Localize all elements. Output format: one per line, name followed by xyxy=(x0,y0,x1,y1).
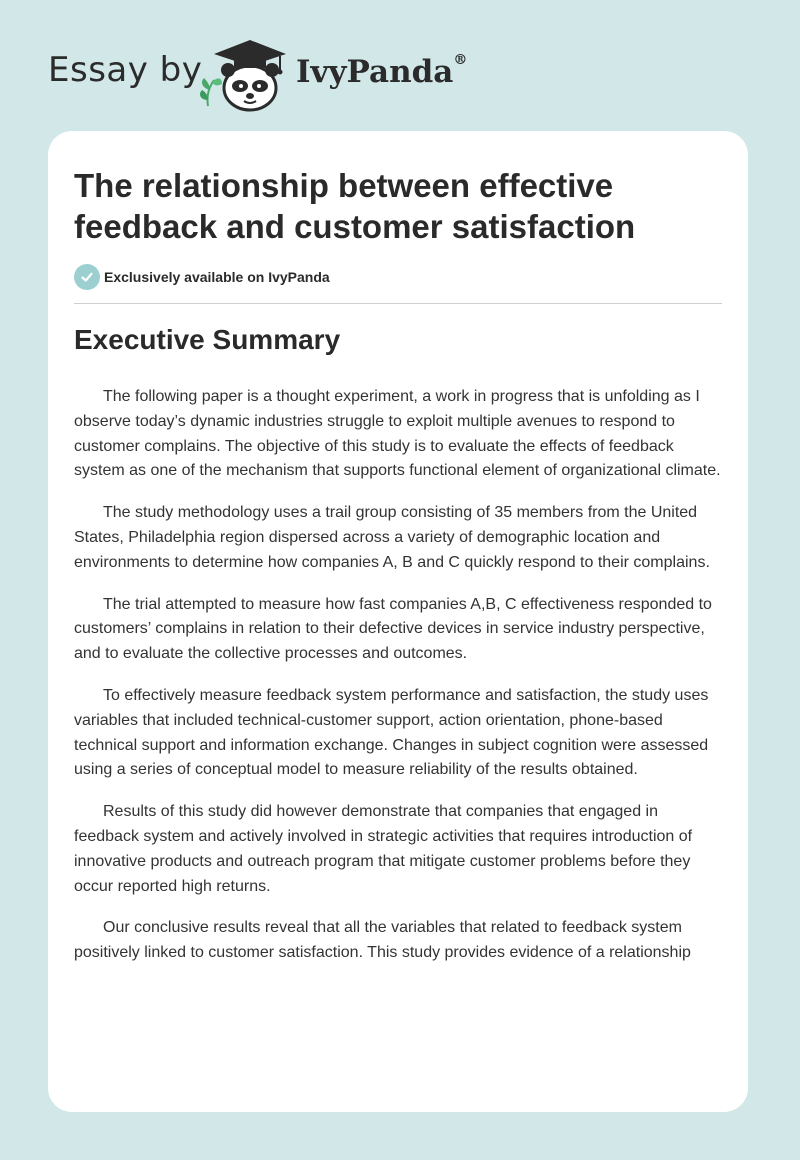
paragraph: The following paper is a thought experiment, a work in progress that is unfolding as I observe today’s dynamic industries struggle to exploit multiple avenues to respond to customer complains. The objective of this study is to evaluate the effects of feedback system as one of the mechanism that supports functional element of organizational climate. xyxy=(74,388,721,480)
exclusive-badge xyxy=(74,264,330,290)
registered-mark: ® xyxy=(453,52,468,68)
brand-text: IvyPanda xyxy=(296,54,454,90)
divider xyxy=(74,303,722,304)
section-heading: Executive Summary xyxy=(74,324,341,355)
check-icon xyxy=(74,264,100,290)
paragraph: The trial attempted to measure how fast companies A,B, C effectiveness responded to customers’ complains in relation to their defective devices in service industry perspective, and to evaluate the collective processes and outcomes. xyxy=(74,595,712,663)
essay-card xyxy=(48,131,748,1112)
essay-by-label: Essay by xyxy=(48,50,203,90)
panda-graduate-icon xyxy=(196,36,292,112)
essay-body xyxy=(74,385,724,983)
paragraph: To effectively measure feedback system performance and satisfaction, the study uses variables that included technical-customer support, action orientation, phone-based technical support and information exchange. Changes in subject cognition were assessed using a series of conceptual model to measure reliability of the results obtained. xyxy=(74,686,709,779)
brand-name xyxy=(296,54,467,90)
paragraph: Results of this study did however demonstrate that companies that engaged in feedback system and actively involved in strategic activities that requires introduction of innovative products and outreach program that mitigate customer problems before they occur reported high returns. xyxy=(74,803,693,895)
paragraph: Our conclusive results reveal that all the variables that related to feedback system positively linked to customer satisfaction. This study provides evidence of a relationship xyxy=(74,919,691,962)
essay-title: The relationship between effective feedback and customer satisfaction xyxy=(74,167,636,245)
paragraph: The study methodology uses a trail group consisting of 35 members from the United States, Philadelphia region dispersed across a variety of demographic location and environments to determine how companies A, B and C quickly respond to their complains. xyxy=(74,504,710,571)
exclusive-label: Exclusively available on IvyPanda xyxy=(104,269,330,285)
site-header xyxy=(0,0,800,130)
